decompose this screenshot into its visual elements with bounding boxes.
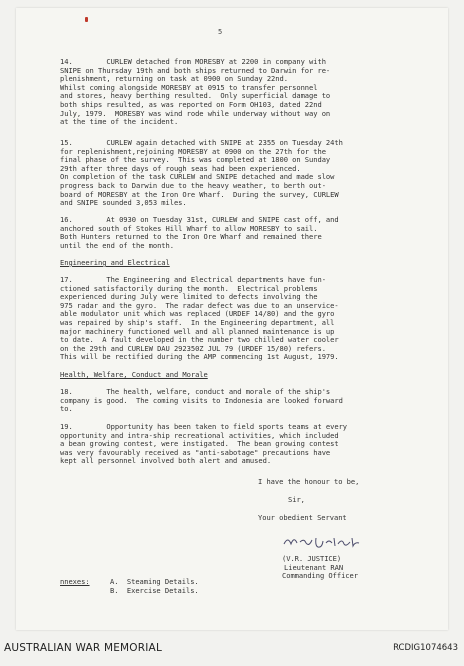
para-19-line: opportunity and intra-ship recreational activities, which included <box>60 430 339 440</box>
para-15-line: On completion of the task CURLEW and SNIPE detached and made slow <box>60 172 335 182</box>
signatory-name: (V.R. JUSTICE) <box>282 554 342 563</box>
para-15-line: final phase of the survey. This was completed at 1800 on Sunday <box>60 155 331 165</box>
page-number: 5 <box>218 28 223 36</box>
annex-a: A. Steaming Details. <box>110 577 199 586</box>
para-15-line: and SNIPE sounded 3,053 miles. <box>60 198 187 208</box>
para-15-line: board of MORESBY at the Iron Ore Wharf. During the survey, CURLEW <box>60 189 339 199</box>
para-16-line: until the end of the month. <box>60 240 174 250</box>
para-19-line: kept all personnel involved both alert and amused. <box>60 456 272 466</box>
para-18-line: company is good. The coming visits to Indonesia are looked forward <box>60 395 343 405</box>
signatory-rank: Lieutenant RAN <box>284 562 344 572</box>
closing-servant: Your obedient Servant <box>258 513 347 522</box>
para-14-line: July, 1979. MORESBY was wind rode while underway without way on <box>60 108 331 118</box>
para-15-line: 29th after three days of rough seas had been experienced. <box>60 163 301 173</box>
para-16-line: anchored south of Stokes Hill Wharf to allow MORESBY to sail. <box>60 223 318 233</box>
handwritten-signature <box>282 532 362 554</box>
para-17-line: This will be rectified during the AMP commencing 1st August, 1979. <box>60 352 339 362</box>
para-14-line: Whilst coming alongside MORESBY at 0915 to transfer personnel <box>60 82 318 92</box>
para-17-line: to date. A fault developed in the number two chilled water cooler <box>60 335 339 345</box>
para-16-line: 16. At 0930 on Tuesday 31st, CURLEW and SNIPE cast off, and <box>60 215 339 224</box>
annex-b: B. Exercise Details. <box>110 585 199 595</box>
para-14-line: plenishment, returning on task at 0900 on Sunday 22nd. <box>60 74 288 84</box>
para-19-line: a bean growing contest, were instigated. The bean growing contest <box>60 439 339 449</box>
closing-honour: I have the honour to be, <box>258 477 360 486</box>
para-18-line: 18. The health, welfare, conduct and morale of the ship's <box>60 387 331 396</box>
para-14-line: and stores, heavy berthing resulted. Only superficial damage to <box>60 91 331 101</box>
annexes-label: nnexes: <box>60 577 90 586</box>
para-14-line: 14. CURLEW detached from MORESBY at 2200 in company with <box>60 57 326 66</box>
para-17-line: ctioned satisfactorily during the month. Electrical problems <box>60 283 318 293</box>
archive-footer <box>0 636 464 666</box>
para-17-line: 975 radar and the gyro. The radar defect was due to an unservice- <box>60 300 339 310</box>
archive-name: AUSTRALIAN WAR MEMORIAL <box>4 642 162 654</box>
para-14-line: SNIPE on Thursday 19th and both ships returned to Darwin for re- <box>60 65 331 75</box>
archive-reference: RCDIG1074643 <box>393 643 458 653</box>
para-14-line: at the time of the incident. <box>60 117 179 127</box>
para-15-line: 15. CURLEW again detached with SNIPE at 2355 on Tuesday 24th <box>60 138 343 147</box>
para-17-line: was repaired by ship's staff. In the Engineering department, all <box>60 318 335 327</box>
para-14-line: both ships resulted, as was reported on Form OH103, dated 22nd <box>60 100 322 109</box>
para-19-line: was very favourably received as "anti-sabotage" precautions have <box>60 447 331 457</box>
para-17-line: on the 29th and CURLEW DAU 292350Z JUL 79 (URDEF 15/80) refers. <box>60 343 326 353</box>
para-15-line: progress back to Darwin due to the heavy weather, to berth out- <box>60 181 326 190</box>
para-17-line: 17. The Engineering and Electrical departments have fun- <box>60 275 326 284</box>
signatory-title: Commanding Officer <box>282 571 358 581</box>
red-ink-mark <box>85 17 88 22</box>
para-17-line: major machinery functioned well and all planned maintenance is up <box>60 326 335 336</box>
section-heading-engineering: Engineering and Electrical <box>60 258 170 267</box>
para-17-line: experienced during July were limited to defects involving the <box>60 292 318 302</box>
para-19-line: 19. Opportunity has been taken to field sports teams at every <box>60 422 348 431</box>
closing-sir: Sir, <box>288 495 305 504</box>
para-17-line: able modulator unit which was replaced (URDEF 14/80) and the gyro <box>60 309 335 319</box>
para-15-line: for replenishment,rejoining MORESBY at 0900 on the 27th for the <box>60 146 326 156</box>
section-heading-health: Health, Welfare, Conduct and Morale <box>60 370 208 379</box>
para-18-line: to. <box>60 404 73 414</box>
para-16-line: Both Hunters returned to the Iron Ore Wharf and remained there <box>60 232 322 242</box>
